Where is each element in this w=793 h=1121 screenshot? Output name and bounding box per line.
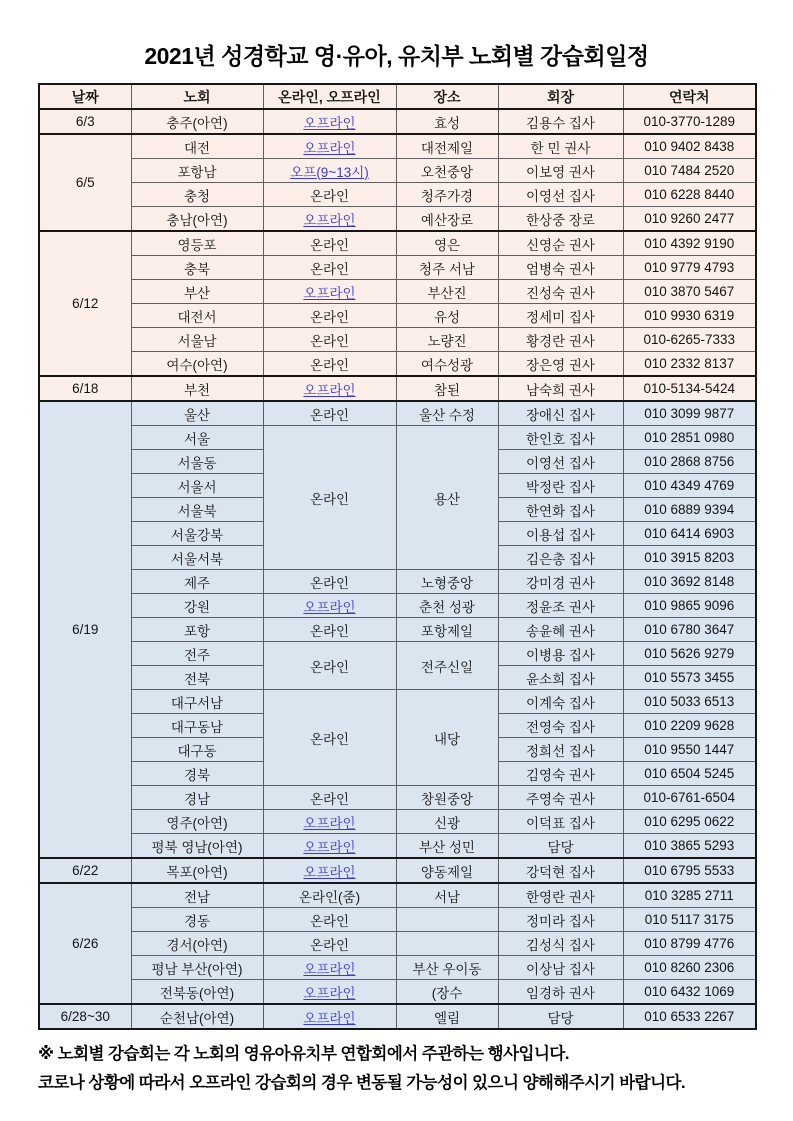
column-header: 연락처 [623, 84, 756, 109]
place-cell: 내당 [396, 690, 498, 786]
presbytery-cell: 충남(아연) [131, 207, 263, 232]
offline-link-mode-cell[interactable]: 오프라인 [263, 109, 396, 134]
place-cell: 양동제일 [396, 858, 498, 883]
phone-cell: 010 2868 8756 [623, 450, 756, 474]
phone-cell: 010 8799 4776 [623, 932, 756, 956]
offline-link-mode-cell[interactable]: 오프라인 [263, 858, 396, 883]
presbytery-cell: 평북 영남(아연) [131, 834, 263, 859]
chair-cell: 박정란 집사 [498, 474, 623, 498]
date-cell: 6/5 [39, 134, 131, 231]
chair-cell: 엄병숙 권사 [498, 256, 623, 280]
table-row [39, 618, 756, 642]
phone-cell: 010 9930 6319 [623, 304, 756, 328]
footer-note-1: ※ 노회별 강습회는 각 노회의 영유아유치부 연합회에서 주관하는 행사입니다. [38, 1045, 569, 1063]
presbytery-cell: 여수(아연) [131, 352, 263, 377]
phone-cell: 010 9550 1447 [623, 738, 756, 762]
offline-link-mode-cell[interactable]: 오프라인 [263, 1004, 396, 1029]
schedule-table [38, 83, 757, 1030]
presbytery-cell: 순천남(아연) [131, 1004, 263, 1029]
offline-link-mode-cell[interactable]: 오프라인 [263, 956, 396, 980]
place-cell: 신광 [396, 810, 498, 834]
presbytery-cell: 전북 [131, 666, 263, 690]
chair-cell: 한연화 집사 [498, 498, 623, 522]
presbytery-cell: 충청 [131, 183, 263, 207]
phone-cell: 010-6265-7333 [623, 328, 756, 352]
mode-cell: 온라인 [263, 642, 396, 690]
table-row [39, 858, 756, 883]
chair-cell: 윤소희 집사 [498, 666, 623, 690]
chair-cell: 강덕현 집사 [498, 858, 623, 883]
date-cell: 6/22 [39, 858, 131, 883]
column-header: 장소 [396, 84, 498, 109]
place-cell: 예산장로 [396, 207, 498, 232]
date-cell: 6/19 [39, 401, 131, 858]
presbytery-cell: 포항남 [131, 159, 263, 183]
table-row [39, 256, 756, 280]
table-row [39, 690, 756, 714]
phone-cell: 010 6432 1069 [623, 980, 756, 1005]
phone-cell: 010-5134-5424 [623, 376, 756, 401]
phone-cell: 010-6761-6504 [623, 786, 756, 810]
table-row [39, 594, 756, 618]
phone-cell: 010 3915 8203 [623, 546, 756, 570]
phone-cell: 010 6889 9394 [623, 498, 756, 522]
mode-cell: 온라인 [263, 256, 396, 280]
presbytery-cell: 울산 [131, 401, 263, 426]
place-cell: 영은 [396, 231, 498, 256]
mode-cell: 온라인 [263, 352, 396, 377]
mode-cell: 온라인 [263, 908, 396, 932]
place-cell: 효성 [396, 109, 498, 134]
phone-cell: 010 9865 9096 [623, 594, 756, 618]
chair-cell: 이계숙 집사 [498, 690, 623, 714]
presbytery-cell: 서울서북 [131, 546, 263, 570]
date-cell: 6/28~30 [39, 1004, 131, 1029]
table-row [39, 304, 756, 328]
mode-cell: 온라인 [263, 426, 396, 570]
place-cell: 오천중앙 [396, 159, 498, 183]
offline-link-mode-cell[interactable]: 오프라인 [263, 134, 396, 159]
chair-cell: 이용섭 집사 [498, 522, 623, 546]
footer-note-2: 코로나 상황에 따라서 오프라인 강습회의 경우 변동될 가능성이 있으니 양해해주시기 바랍니다. [38, 1073, 686, 1092]
footer-notes [38, 1040, 768, 1098]
phone-cell: 010 5626 9279 [623, 642, 756, 666]
table-row [39, 207, 756, 232]
chair-cell: 담당 [498, 834, 623, 859]
phone-cell: 010 6504 5245 [623, 762, 756, 786]
place-cell: (장수 [396, 980, 498, 1005]
table-row [39, 231, 756, 256]
mode-cell: 온라인 [263, 328, 396, 352]
table-row [39, 109, 756, 134]
mode-cell: 온라인 [263, 231, 396, 256]
chair-cell: 진성숙 권사 [498, 280, 623, 304]
place-cell: 노형중앙 [396, 570, 498, 594]
table-row [39, 183, 756, 207]
presbytery-cell: 경남 [131, 786, 263, 810]
table-row [39, 401, 756, 426]
phone-cell: 010 6295 0622 [623, 810, 756, 834]
phone-cell: 010 9779 4793 [623, 256, 756, 280]
place-cell: 서남 [396, 883, 498, 908]
column-header: 날짜 [39, 84, 131, 109]
phone-cell: 010 3870 5467 [623, 280, 756, 304]
phone-cell: 010 3865 5293 [623, 834, 756, 859]
presbytery-cell: 경서(아연) [131, 932, 263, 956]
presbytery-cell: 강원 [131, 594, 263, 618]
offline-link-mode-cell[interactable]: 오프라인 [263, 980, 396, 1005]
place-cell: 부산진 [396, 280, 498, 304]
presbytery-cell: 서울강북 [131, 522, 263, 546]
chair-cell: 황경란 권사 [498, 328, 623, 352]
table-row [39, 328, 756, 352]
mode-cell: 온라인 [263, 183, 396, 207]
chair-cell: 이병용 집사 [498, 642, 623, 666]
chair-cell: 정윤조 권사 [498, 594, 623, 618]
presbytery-cell: 영등포 [131, 231, 263, 256]
place-cell: 유성 [396, 304, 498, 328]
chair-cell: 정희선 집사 [498, 738, 623, 762]
chair-cell: 남숙희 권사 [498, 376, 623, 401]
mode-cell: 온라인 [263, 932, 396, 956]
chair-cell: 임경하 권사 [498, 980, 623, 1005]
table-header-row [39, 84, 756, 109]
presbytery-cell: 대전 [131, 134, 263, 159]
table-row [39, 280, 756, 304]
chair-cell: 한영란 권사 [498, 883, 623, 908]
presbytery-cell: 전주 [131, 642, 263, 666]
table-row [39, 786, 756, 810]
mode-cell: 온라인(줌) [263, 883, 396, 908]
chair-cell: 김성식 집사 [498, 932, 623, 956]
place-cell: 부산 우이동 [396, 956, 498, 980]
phone-cell: 010 2332 8137 [623, 352, 756, 377]
offline-link-mode-cell[interactable]: 오프라인 [263, 594, 396, 618]
chair-cell: 이영선 집사 [498, 450, 623, 474]
column-header: 노회 [131, 84, 263, 109]
phone-cell: 010 7484 2520 [623, 159, 756, 183]
presbytery-cell: 충북 [131, 256, 263, 280]
column-header: 온라인, 오프라인 [263, 84, 396, 109]
offline-link-mode-cell[interactable]: 오프(9~13시) [263, 159, 396, 183]
phone-cell: 010 8260 2306 [623, 956, 756, 980]
chair-cell: 담당 [498, 1004, 623, 1029]
presbytery-cell: 대구동남 [131, 714, 263, 738]
phone-cell: 010 2851 0980 [623, 426, 756, 450]
table-row [39, 908, 756, 932]
chair-cell: 한상중 장로 [498, 207, 623, 232]
mode-cell: 온라인 [263, 401, 396, 426]
phone-cell: 010 3099 9877 [623, 401, 756, 426]
chair-cell: 장은영 권사 [498, 352, 623, 377]
chair-cell: 이영선 집사 [498, 183, 623, 207]
chair-cell: 강미경 권사 [498, 570, 623, 594]
phone-cell: 010-3770-1289 [623, 109, 756, 134]
presbytery-cell: 포항 [131, 618, 263, 642]
chair-cell: 한인호 집사 [498, 426, 623, 450]
presbytery-cell: 경북 [131, 762, 263, 786]
phone-cell: 010 6795 5533 [623, 858, 756, 883]
place-cell [396, 908, 498, 932]
date-cell: 6/3 [39, 109, 131, 134]
chair-cell: 이덕표 집사 [498, 810, 623, 834]
date-cell: 6/12 [39, 231, 131, 376]
place-cell: 울산 수정 [396, 401, 498, 426]
place-cell: 창원중앙 [396, 786, 498, 810]
offline-link-mode-cell[interactable]: 오프라인 [263, 810, 396, 834]
presbytery-cell: 부천 [131, 376, 263, 401]
date-cell: 6/26 [39, 883, 131, 1004]
table-row [39, 426, 756, 450]
presbytery-cell: 영주(아연) [131, 810, 263, 834]
table-row [39, 1004, 756, 1029]
phone-cell: 010 3285 2711 [623, 883, 756, 908]
column-header: 회장 [498, 84, 623, 109]
table-row [39, 159, 756, 183]
chair-cell: 이보영 권사 [498, 159, 623, 183]
chair-cell: 김영숙 권사 [498, 762, 623, 786]
place-cell: 용산 [396, 426, 498, 570]
phone-cell: 010 6228 8440 [623, 183, 756, 207]
phone-cell: 010 5117 3175 [623, 908, 756, 932]
place-cell: 노량진 [396, 328, 498, 352]
chair-cell: 한 민 권사 [498, 134, 623, 159]
phone-cell: 010 9402 8438 [623, 134, 756, 159]
table-row [39, 134, 756, 159]
place-cell: 엘림 [396, 1004, 498, 1029]
offline-link-mode-cell[interactable]: 오프라인 [263, 207, 396, 232]
place-cell: 전주신일 [396, 642, 498, 690]
presbytery-cell: 전북동(아연) [131, 980, 263, 1005]
table-row [39, 932, 756, 956]
presbytery-cell: 부산 [131, 280, 263, 304]
place-cell: 참된 [396, 376, 498, 401]
presbytery-cell: 서울서 [131, 474, 263, 498]
phone-cell: 010 5573 3455 [623, 666, 756, 690]
page-title: 2021년 성경학교 영·유아, 유치부 노회별 강습회일정 [144, 43, 649, 69]
presbytery-cell: 충주(아연) [131, 109, 263, 134]
presbytery-cell: 서울 [131, 426, 263, 450]
table-row [39, 834, 756, 859]
chair-cell: 이상남 집사 [498, 956, 623, 980]
phone-cell: 010 5033 6513 [623, 690, 756, 714]
date-cell: 6/18 [39, 376, 131, 401]
chair-cell: 김은총 집사 [498, 546, 623, 570]
table-row [39, 376, 756, 401]
table-row [39, 980, 756, 1005]
phone-cell: 010 2209 9628 [623, 714, 756, 738]
presbytery-cell: 제주 [131, 570, 263, 594]
presbytery-cell: 대구동 [131, 738, 263, 762]
place-cell: 춘천 성광 [396, 594, 498, 618]
presbytery-cell: 서울북 [131, 498, 263, 522]
phone-cell: 010 4392 9190 [623, 231, 756, 256]
phone-cell: 010 6780 3647 [623, 618, 756, 642]
mode-cell: 온라인 [263, 690, 396, 786]
place-cell: 청주 서남 [396, 256, 498, 280]
table-row [39, 642, 756, 666]
chair-cell: 전영숙 집사 [498, 714, 623, 738]
presbytery-cell: 목포(아연) [131, 858, 263, 883]
presbytery-cell: 전남 [131, 883, 263, 908]
place-cell: 포항제일 [396, 618, 498, 642]
table-row [39, 570, 756, 594]
presbytery-cell: 서울남 [131, 328, 263, 352]
place-cell: 여수성광 [396, 352, 498, 377]
presbytery-cell: 서울동 [131, 450, 263, 474]
place-cell: 부산 성민 [396, 834, 498, 859]
chair-cell: 신영순 권사 [498, 231, 623, 256]
chair-cell: 송윤혜 권사 [498, 618, 623, 642]
presbytery-cell: 경동 [131, 908, 263, 932]
mode-cell: 온라인 [263, 304, 396, 328]
phone-cell: 010 6533 2267 [623, 1004, 756, 1029]
table-row [39, 883, 756, 908]
phone-cell: 010 9260 2477 [623, 207, 756, 232]
table-row [39, 352, 756, 377]
chair-cell: 정세미 집사 [498, 304, 623, 328]
table-row [39, 956, 756, 980]
chair-cell: 김용수 집사 [498, 109, 623, 134]
place-cell: 청주가경 [396, 183, 498, 207]
presbytery-cell: 평남 부산(아연) [131, 956, 263, 980]
presbytery-cell: 대구서남 [131, 690, 263, 714]
presbytery-cell: 대전서 [131, 304, 263, 328]
place-cell [396, 932, 498, 956]
chair-cell: 주영숙 권사 [498, 786, 623, 810]
table-row [39, 810, 756, 834]
mode-cell: 온라인 [263, 786, 396, 810]
chair-cell: 장애신 집사 [498, 401, 623, 426]
chair-cell: 정미라 집사 [498, 908, 623, 932]
mode-cell: 온라인 [263, 618, 396, 642]
offline-link-mode-cell[interactable]: 오프라인 [263, 376, 396, 401]
phone-cell: 010 4349 4769 [623, 474, 756, 498]
offline-link-mode-cell[interactable]: 오프라인 [263, 280, 396, 304]
mode-cell: 온라인 [263, 570, 396, 594]
phone-cell: 010 6414 6903 [623, 522, 756, 546]
phone-cell: 010 3692 8148 [623, 570, 756, 594]
offline-link-mode-cell[interactable]: 오프라인 [263, 834, 396, 859]
place-cell: 대전제일 [396, 134, 498, 159]
